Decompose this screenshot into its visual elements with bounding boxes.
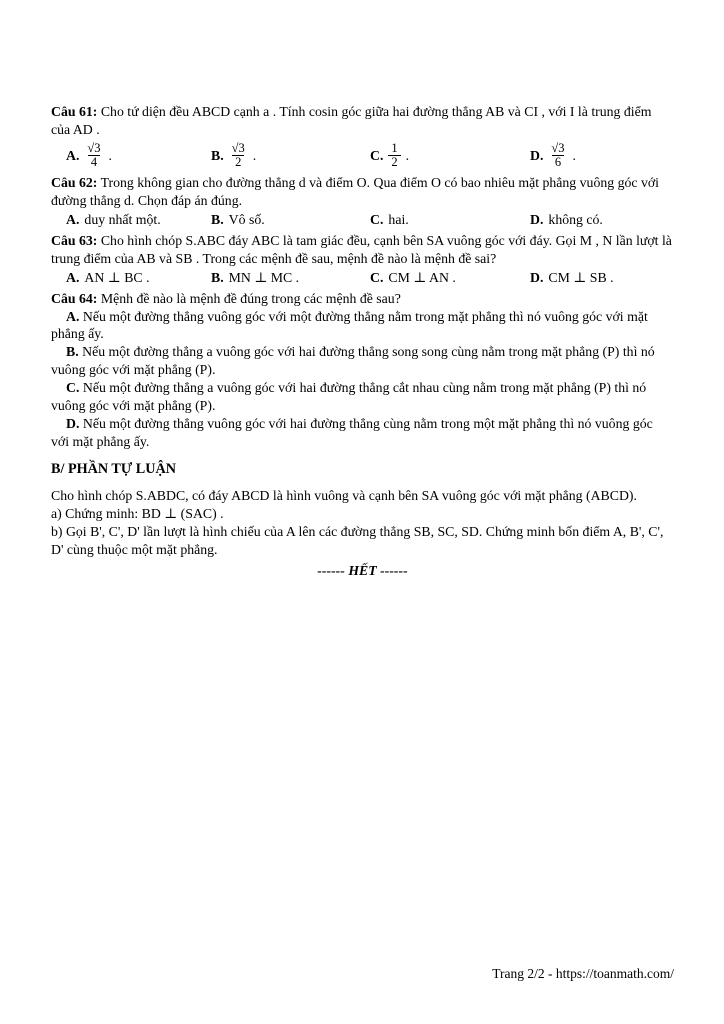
question-61: [51, 103, 674, 139]
option-62-a: [66, 211, 211, 229]
option-64-c: [51, 379, 674, 415]
end-of-exam-line: ------ HẾT ------: [317, 563, 408, 579]
question-62-label: Câu 62:: [51, 175, 98, 191]
option-suffix: .: [252, 147, 257, 163]
question-62-options: [51, 211, 674, 229]
option-64-b: [51, 343, 674, 379]
question-63-text: Cho hình chóp S.ABC đáy ABC là tam giác đều, cạnh bên SA vuông góc với đáy. Gọi M , N lần lượt là trung điểm của AB và SB . Trong các mệnh đề sau, mệnh đề nào là mệnh đề sai?: [51, 232, 672, 266]
option-suffix: .: [572, 147, 576, 163]
option-text: không có.: [548, 211, 603, 227]
option-63-b: [211, 269, 370, 287]
essay-part-a: a) Chứng minh: BD ⊥ (SAC) .: [51, 506, 224, 522]
option-64-a: [51, 308, 674, 344]
option-text: Nếu một đường thẳng vuông góc với một đường thẳng nằm trong mặt phẳng thì nó vuông góc với mặt phẳng ấy.: [51, 308, 648, 342]
option-61-c: [370, 140, 530, 171]
option-text: Nếu một đường thẳng a vuông góc với hai đường thẳng cắt nhau cùng nằm trong mặt phẳng (P) thì nó vuông góc với mặt phẳng (P).: [51, 380, 647, 414]
option-text: MN ⊥ MC .: [228, 269, 300, 285]
essay-intro: Cho hình chóp S.ABDC, có đáy ABCD là hình vuông và cạnh bên SA vuông góc với mặt phẳng (ABCD).: [51, 488, 637, 504]
question-63-options: [51, 269, 674, 287]
fraction-numerator: √3: [231, 140, 245, 155]
option-label: C.: [66, 380, 80, 396]
fraction-numerator: √3: [551, 140, 565, 155]
option-label: A.: [66, 147, 80, 163]
question-63: [51, 232, 674, 268]
option-label: D.: [530, 147, 544, 163]
question-63-label: Câu 63:: [51, 232, 98, 248]
option-63-c: [370, 269, 530, 287]
option-label: B.: [211, 269, 224, 285]
question-62: [51, 174, 674, 210]
page-content: [51, 103, 674, 580]
option-suffix: .: [405, 147, 410, 163]
option-62-c: [370, 211, 530, 229]
option-62-b: [211, 211, 370, 229]
fraction: [548, 142, 567, 169]
option-label: D.: [530, 269, 544, 285]
fraction-denominator: 6: [552, 155, 564, 169]
fraction: [84, 142, 103, 169]
fraction: [229, 142, 248, 169]
fraction-denominator: 2: [232, 155, 244, 169]
option-label: C.: [370, 147, 384, 163]
option-text: Vô số.: [228, 211, 265, 227]
option-label: A.: [66, 308, 80, 324]
fraction-denominator: 4: [88, 155, 100, 169]
option-text: Nếu một đường thẳng a vuông góc với hai đường thẳng song song cùng nằm trong mặt phẳng (P) thì nó vuông góc với mặt phẳng (P).: [51, 344, 655, 378]
option-label: D.: [530, 211, 544, 227]
option-label: C.: [370, 211, 384, 227]
option-label: B.: [66, 344, 79, 360]
option-suffix: .: [108, 147, 112, 163]
question-61-label: Câu 61:: [51, 104, 98, 119]
option-61-d: [530, 140, 674, 171]
option-61-a: [66, 140, 211, 171]
option-text: CM ⊥ AN .: [388, 269, 456, 285]
option-text: duy nhất một.: [84, 211, 161, 227]
section-b-title: B/ PHẦN TỰ LUẬN: [51, 460, 176, 477]
option-label: B.: [211, 147, 224, 163]
fraction-denominator: 2: [388, 155, 400, 169]
question-64-label: Câu 64:: [51, 290, 98, 306]
question-64-text: Mệnh đề nào là mệnh đề đúng trong các mệnh đề sau?: [100, 290, 401, 306]
essay-part-b: b) Gọi B', C', D' lần lượt là hình chiếu của A lên các đường thẳng SB, SC, SD. Chứng minh bốn điểm A, B', C', D' cùng thuộc một mặt phẳng.: [51, 524, 664, 558]
option-text: CM ⊥ SB .: [548, 269, 614, 285]
option-61-b: [211, 140, 370, 171]
option-label: B.: [211, 211, 224, 227]
fraction-numerator: 1: [391, 140, 398, 155]
option-text: hai.: [388, 211, 409, 227]
option-text: Nếu một đường thẳng vuông góc với hai đường thẳng cùng nằm trong một mặt phẳng thì nó vuông góc với mặt phẳng ấy.: [51, 416, 653, 449]
question-61-options: [51, 140, 674, 171]
option-label: C.: [370, 269, 384, 285]
option-63-a: [66, 269, 211, 287]
fraction: [388, 142, 400, 169]
page-footer: Trang 2/2 - https://toanmath.com/: [492, 966, 674, 981]
question-61-text: Cho tứ diện đều ABCD cạnh a . Tính cosin góc giữa hai đường thẳng AB và CI , với I là trung điểm của AD .: [51, 104, 652, 137]
fraction-numerator: √3: [87, 140, 101, 155]
option-62-d: [530, 211, 674, 229]
option-label: D.: [66, 416, 80, 432]
question-64: [51, 290, 674, 308]
option-text: AN ⊥ BC .: [84, 269, 150, 285]
option-64-d: [51, 415, 674, 451]
option-63-d: [530, 269, 674, 287]
question-62-text: Trong không gian cho đường thẳng d và điểm O. Qua điểm O có bao nhiêu mặt phẳng vuông góc với đường thẳng d. Chọn đáp án đúng.: [51, 175, 659, 209]
option-label: A.: [66, 269, 80, 285]
option-label: A.: [66, 211, 80, 227]
